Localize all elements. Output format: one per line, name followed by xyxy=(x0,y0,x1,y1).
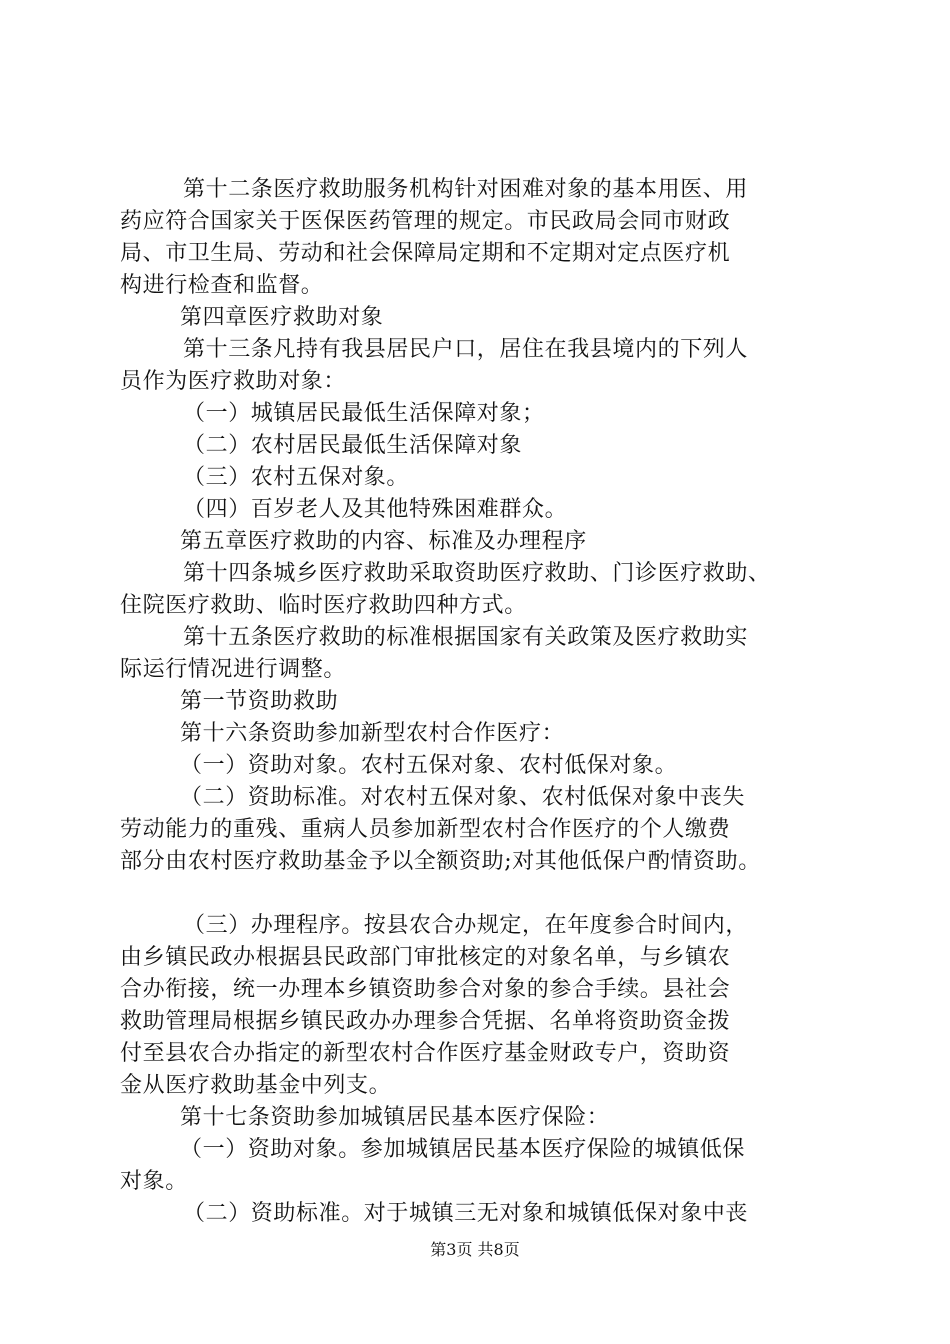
text-line-28: 金从医疗救助基金中列支。 xyxy=(120,1073,392,1098)
text-line-24: 由乡镇民政办根据县民政部门审批核定的对象名单，与乡镇农 xyxy=(120,945,731,970)
chapter-heading-4: 第四章医疗救助对象 xyxy=(180,305,384,330)
text-line-14: 住院医疗救助、临时医疗救助四种方式。 xyxy=(120,593,527,618)
text-line-29: 第十七条资助参加城镇居民基本医疗保险： xyxy=(180,1105,610,1130)
text-line-16: 际运行情况进行调整。 xyxy=(120,657,347,682)
text-line-30: （一）资助对象。参加城镇居民基本医疗保险的城镇低保 xyxy=(180,1137,746,1162)
text-line-2: 药应符合国家关于医保医药管理的规定。市民政局会同市财政 xyxy=(120,209,731,234)
text-line-19: （一）资助对象。农村五保对象、农村低保对象。 xyxy=(180,753,678,778)
text-line-32: （二）资助标准。对于城镇三无对象和城镇低保对象中丧 xyxy=(183,1201,749,1226)
page-number-footer: 第3页 共8页 xyxy=(430,1240,520,1259)
list-item-2: （二）农村居民最低生活保障对象 xyxy=(183,433,523,458)
list-item-1: （一）城镇居民最低生活保障对象； xyxy=(183,401,545,426)
text-line-1: 第十二条医疗救助服务机构针对困难对象的基本用医、用 xyxy=(183,177,749,202)
list-item-4: （四）百岁老人及其他特殊困难群众。 xyxy=(183,497,568,522)
chapter-heading-5: 第五章医疗救助的内容、标准及办理程序 xyxy=(180,529,587,554)
text-line-25: 合办衔接，统一办理本乡镇资助参合对象的参合手续。县社会 xyxy=(120,977,731,1002)
text-line-15: 第十五条医疗救助的标准根据国家有关政策及医疗救助实 xyxy=(183,625,749,650)
list-item-3: （三）农村五保对象。 xyxy=(183,465,410,490)
text-line-6: 第十三条凡持有我县居民户口，居住在我县境内的下列人 xyxy=(183,337,749,362)
text-line-31: 对象。 xyxy=(120,1169,188,1194)
text-line-18: 第十六条资助参加新型农村合作医疗： xyxy=(180,721,565,746)
text-line-22: 部分由农村医疗救助基金予以全额资助;对其他低保户酌情资助。 xyxy=(120,849,761,874)
text-line-20: （二）资助标准。对农村五保对象、农村低保对象中丧失 xyxy=(180,785,746,810)
text-line-13: 第十四条城乡医疗救助采取资助医疗救助、门诊医疗救助、 xyxy=(183,561,771,586)
text-line-26: 救助管理局根据乡镇民政办办理参合凭据、名单将资助资金拨 xyxy=(120,1009,731,1034)
text-line-3: 局、市卫生局、劳动和社会保障局定期和不定期对定点医疗机 xyxy=(120,241,731,266)
text-line-7: 员作为医疗救助对象： xyxy=(120,369,347,394)
text-line-27: 付至县农合办指定的新型农村合作医疗基金财政专户，资助资 xyxy=(120,1041,731,1066)
text-line-4: 构进行检查和监督。 xyxy=(120,273,324,298)
text-line-23: （三）办理程序。按县农合办规定，在年度参合时间内， xyxy=(183,913,749,938)
text-line-21: 劳动能力的重残、重病人员参加新型农村合作医疗的个人缴费 xyxy=(120,817,731,842)
section-heading-1: 第一节资助救助 xyxy=(180,689,339,714)
